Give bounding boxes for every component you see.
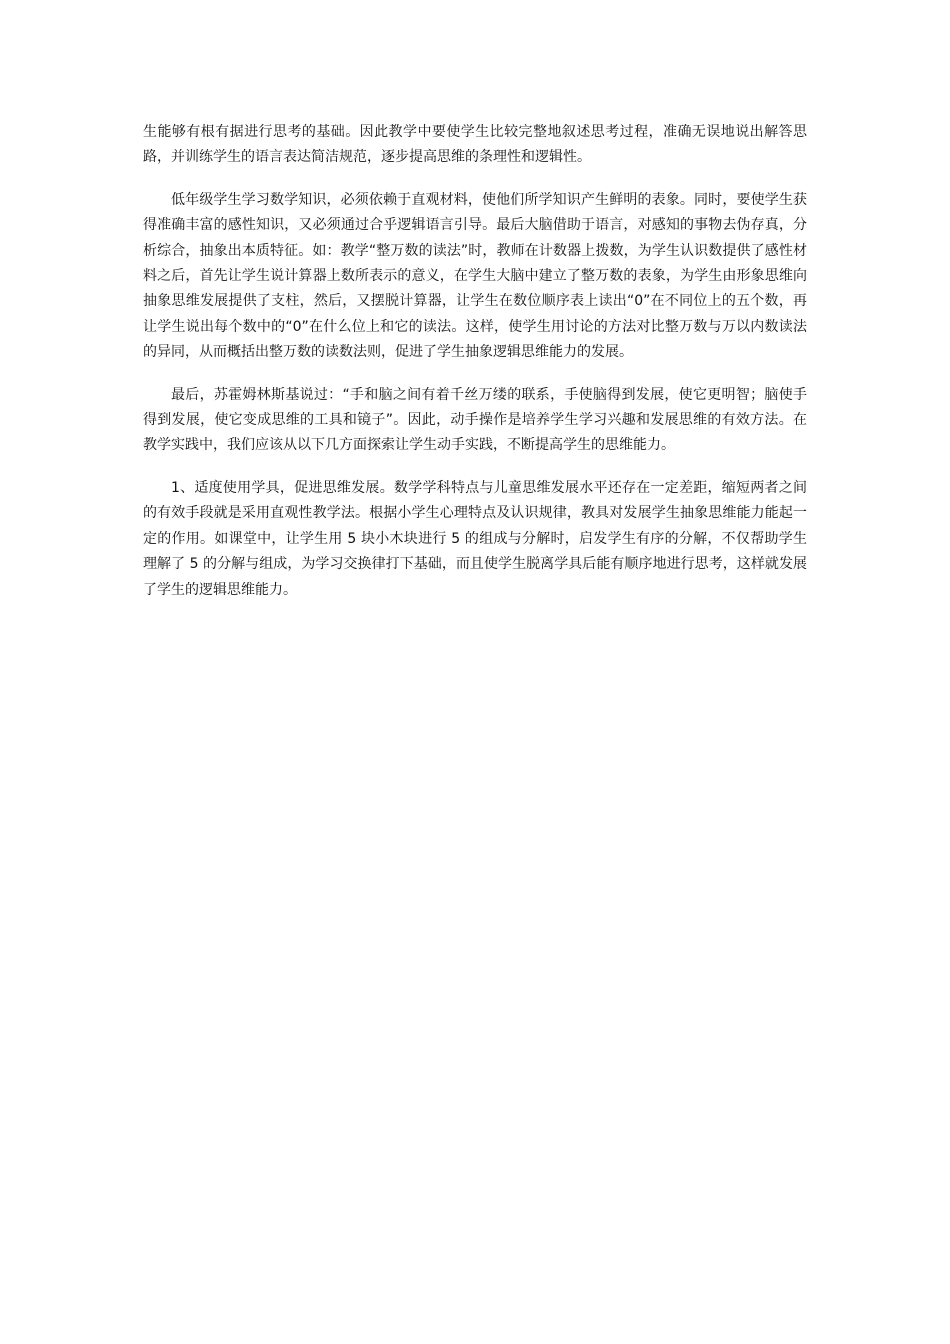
paragraph-2: 低年级学生学习数学知识，必须依赖于直观材料，使他们所学知识产生鲜明的表象。同时，要使学生获得准确丰富的感性知识，又必须通过合乎逻辑语言引导。最后大脑借助于语言，对感知的事物去伪存真，分析综合，抽象出本质特征。如：教学“整万数的读法”时，教师在计数器上拨数，为学生认识数提供了感性材料之后，首先让学生说计算器上数所表示的意义，在学生大脑中建立了整万数的表象，为学生由形象思维向抽象思维发展提供了支柱，然后，又摆脱计算器，让学生在数位顺序表上读出“0”在不同位上的五个数，再让学生说出每个数中的“0”在什么位上和它的读法。这样，使学生用讨论的方法对比整万数与万以内数读法的异同，从而概括出整万数的读数法则，促进了学生抽象逻辑思维能力的发展。 — [143, 191, 807, 361]
paragraph-4: 1、适度使用学具，促进思维发展。数学学科特点与儿童思维发展水平还存在一定差距，缩短两者之间的有效手段就是采用直观性教学法。根据小学生心理特点及认识规律，教具对发展学生抽象思维能力能起一定的作用。如课堂中，让学生用 5 块小木块进行 5 的组成与分解时，启发学生有序的分解，不仅帮助学生理解了 5 的分解与组成，为学习交换律打下基础，而且使学生脱离学具后能有顺序地进行思考，这样就发展了学生的逻辑思维能力。 — [143, 479, 807, 598]
document-page — [143, 120, 807, 620]
paragraph-1: 生能够有根有据进行思考的基础。因此教学中要使学生比较完整地叙述思考过程，准确无误地说出解答思路，并训练学生的语言表达简洁规范，逐步提高思维的条理性和逻辑性。 — [143, 124, 807, 166]
paragraph-3: 最后，苏霍姆林斯基说过：“手和脑之间有着千丝万缕的联系，手使脑得到发展，使它更明智；脑使手得到发展，使它变成思维的工具和镜子”。因此，动手操作是培养学生学习兴趣和发展思维的有效方法。在教学实践中，我们应该从以下几方面探索让学生动手实践，不断提高学生的思维能力。 — [143, 386, 807, 454]
